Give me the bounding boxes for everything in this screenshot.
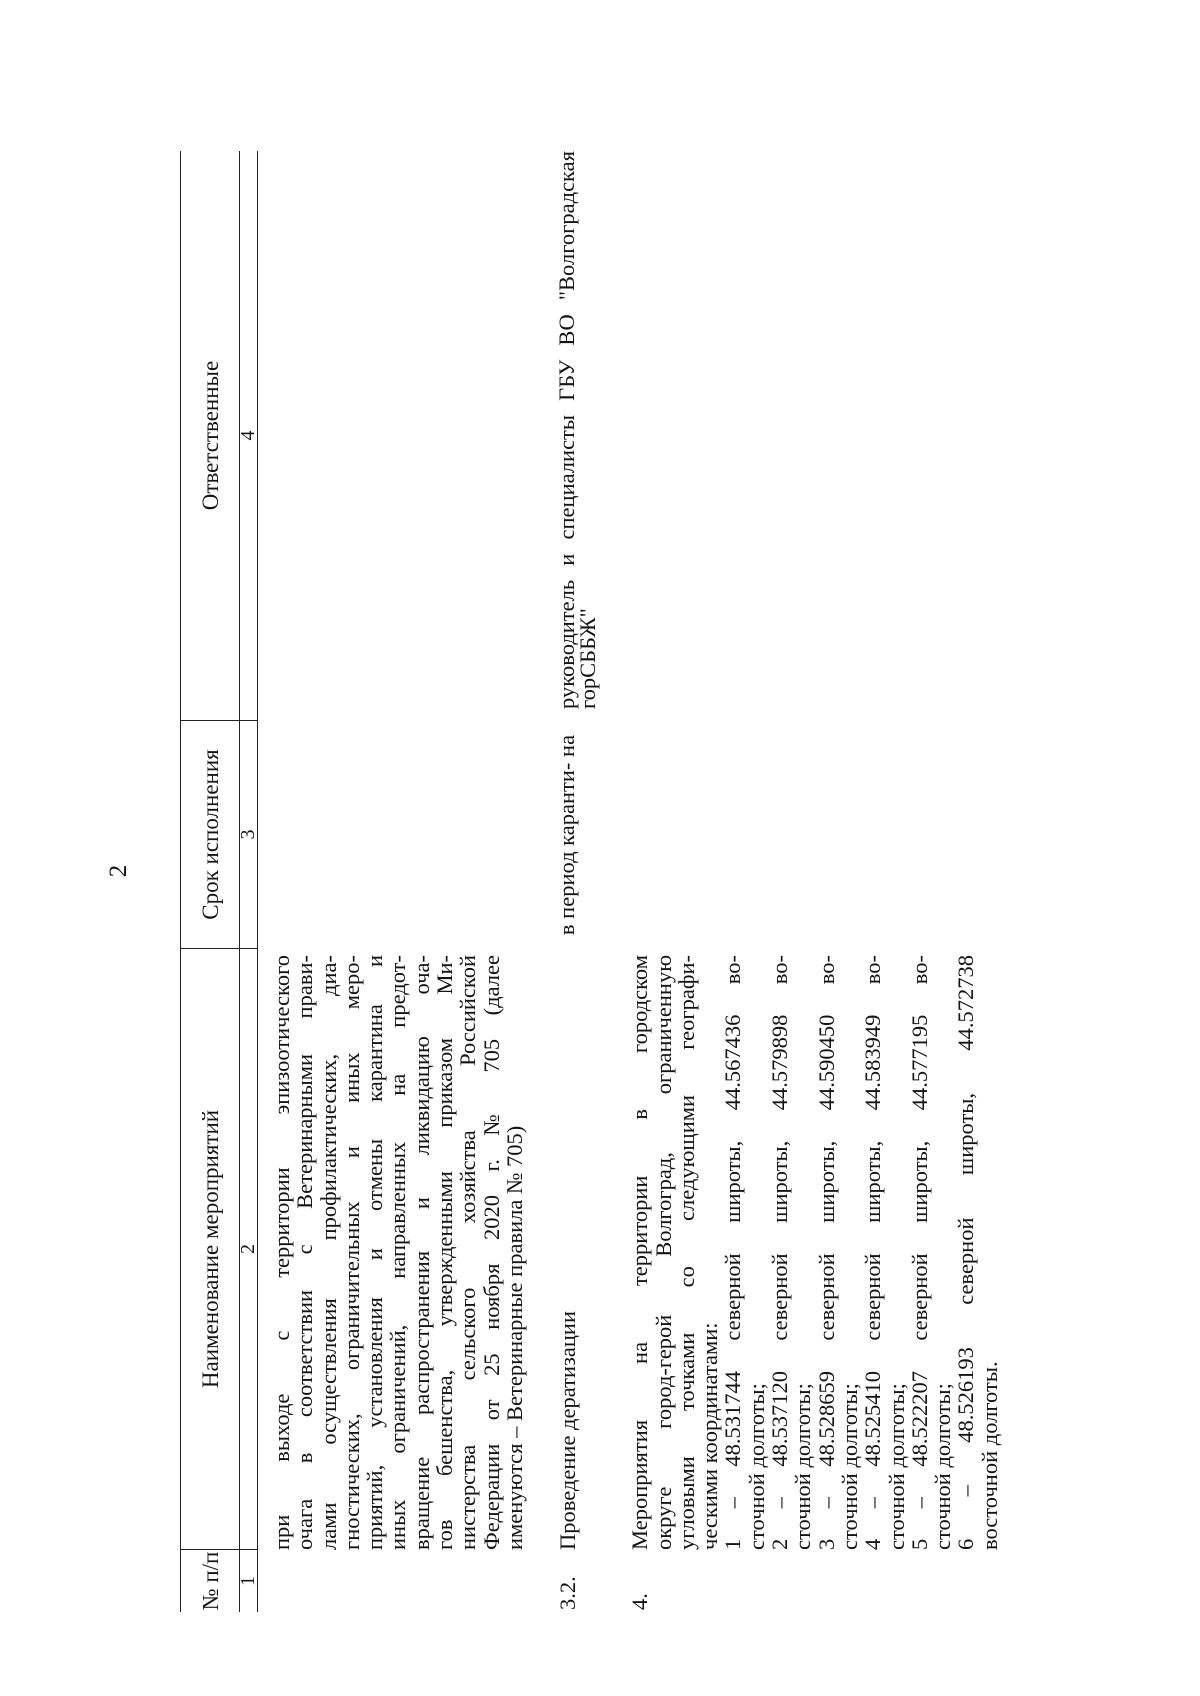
row-deadline: в период каранти- на bbox=[554, 734, 580, 936]
row-responsible bbox=[270, 151, 526, 721]
table-row bbox=[270, 151, 526, 1612]
column-number-4: 4 bbox=[239, 151, 257, 721]
row-activity-name bbox=[628, 949, 1001, 1550]
text-line: очага в соответствии с Ветеринарными прави- bbox=[292, 955, 318, 1550]
column-number-3: 3 bbox=[239, 721, 257, 949]
table-body bbox=[270, 151, 1031, 1612]
text-line: сточной долготы; bbox=[743, 1383, 769, 1550]
text-line: округе город-герой Волгоград, ограниченную bbox=[650, 955, 676, 1550]
text-line: 2 – 48.537120 северной широты, 44.579898 во- bbox=[767, 955, 793, 1550]
column-number-2: 2 bbox=[239, 949, 257, 1550]
row-activity-name bbox=[270, 949, 526, 1550]
text-line: сточной долготы; bbox=[930, 1383, 956, 1550]
table-header bbox=[180, 151, 258, 1612]
text-line: 5 – 48.522207 северной широты, 44.577195 во- bbox=[906, 955, 932, 1550]
text-line: нистерства сельского хозяйства Российской bbox=[455, 955, 481, 1550]
text-line: Мероприятия на территории в городском bbox=[627, 955, 653, 1550]
header-deadline: Срок исполнения bbox=[181, 721, 239, 949]
text-line: ческими координатами: bbox=[697, 1322, 723, 1550]
header-number: № п/п bbox=[197, 1551, 223, 1611]
text-line: Проведение дератизации bbox=[555, 1310, 581, 1550]
text-line: сточной долготы; bbox=[883, 1383, 909, 1550]
text-line: 1 – 48.531744 северной широты, 44.567436 во- bbox=[720, 955, 746, 1550]
text-line: при выходе с территории эпизоотического bbox=[269, 955, 294, 1550]
text-line: Федерации от 25 ноября 2020 г. № 705 (далее bbox=[478, 955, 504, 1550]
text-line: приятий, установления и отмены карантина и bbox=[362, 955, 388, 1550]
text-line: 6 – 48.526193 северной широты, 44.572738 bbox=[953, 955, 979, 1550]
row-responsible: руководитель и специалисты ГБУ ВО "Волгоградская горСББЖ" bbox=[554, 151, 601, 709]
text-line: именуются – Ветеринарные правила № 705) bbox=[501, 1125, 527, 1550]
row-activity-name bbox=[556, 949, 598, 1550]
row-number bbox=[270, 1550, 526, 1612]
text-line: лами осуществления профилактических, диа- bbox=[315, 955, 341, 1550]
text-line: иных ограничений, направленных на предот- bbox=[385, 955, 411, 1550]
row-deadline bbox=[628, 721, 1001, 949]
text-line: 4 – 48.525410 северной широты, 44.583949 во- bbox=[860, 955, 886, 1550]
text-line: сточной долготы; bbox=[790, 1383, 816, 1550]
text-line: угловыми точками со следующими географи- bbox=[673, 955, 699, 1550]
text-line: 3 – 48.528659 северной широты, 44.590450 во- bbox=[813, 955, 839, 1550]
table-row bbox=[628, 151, 1001, 1612]
text-line: вращение распространения и ликвидацию оча- bbox=[408, 955, 434, 1550]
page-number: 2 bbox=[105, 864, 132, 878]
row-responsible bbox=[628, 151, 1001, 721]
text-line: восточной долготы. bbox=[976, 1361, 1002, 1550]
text-line: сточной долготы; bbox=[836, 1383, 862, 1550]
text-line: гов бешенства, утвержденными приказом Ми- bbox=[432, 955, 458, 1550]
rotated-document-page bbox=[64, 84, 1184, 1664]
row-number: 4. bbox=[627, 1593, 653, 1610]
text-line: гностических, ограничительных и иных меро- bbox=[338, 955, 364, 1550]
header-activity-name: Наименование мероприятий bbox=[181, 949, 239, 1550]
table-row bbox=[554, 151, 601, 1612]
column-number-1: 1 bbox=[239, 1550, 257, 1612]
row-deadline bbox=[270, 721, 526, 949]
header-responsible: Ответственные bbox=[181, 151, 239, 721]
row-number: 3.2. bbox=[555, 1576, 581, 1610]
